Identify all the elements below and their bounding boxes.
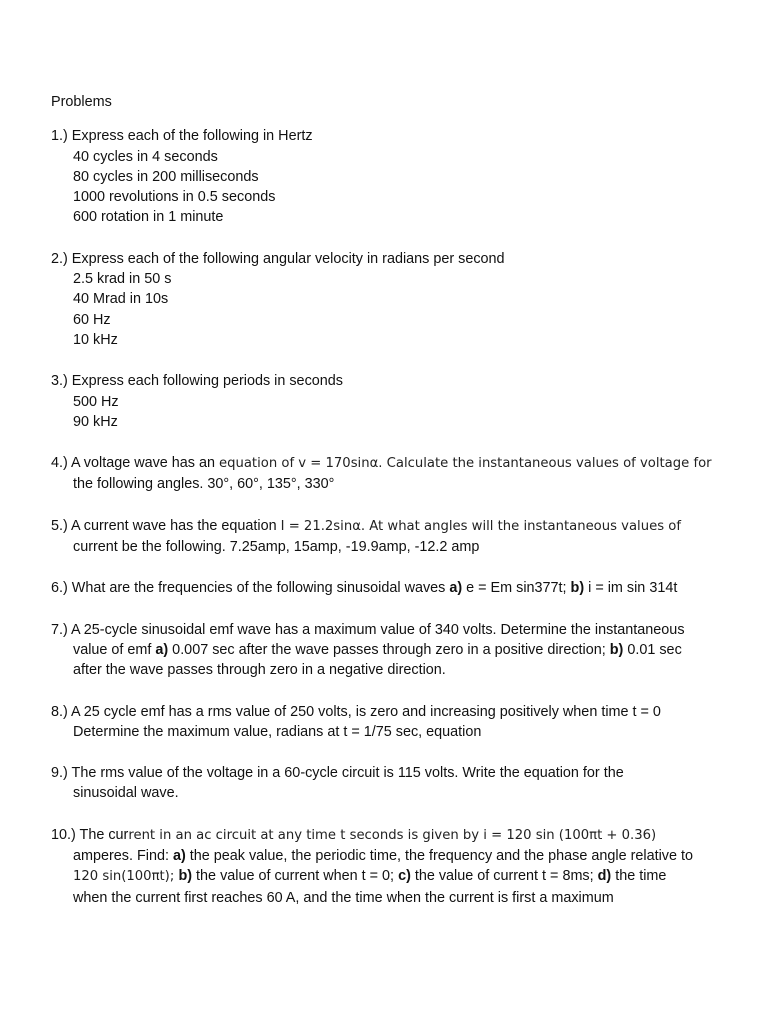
text-span: the following angles. 30°, 60°, 135°, 330° xyxy=(73,476,335,493)
problem-line xyxy=(51,888,741,908)
text-span: 7.) A 25-cycle sinusoidal emf wave has a maximum value of 340 volts. Determine the instantaneous xyxy=(51,621,685,638)
problem-8 xyxy=(51,702,741,743)
text-span: e = Em sin377t; xyxy=(462,580,571,597)
text-span: 0.01 sec xyxy=(623,641,682,658)
text-span: current be the following. 7.25amp, 15amp, -19.9amp, -12.2 amp xyxy=(73,539,480,556)
sub-item: 500 Hz xyxy=(73,393,119,410)
sub-item: 600 rotation in 1 minute xyxy=(73,209,224,226)
text-span: amperes. Find: xyxy=(73,848,173,865)
text-span: the peak value, the periodic time, the frequency and the phase angle relative to xyxy=(185,848,693,865)
part-label: b) xyxy=(609,641,624,658)
text-span: 5.) A current wave has the equation xyxy=(51,517,281,534)
text-span: the time xyxy=(611,868,667,885)
page-title: Problems xyxy=(51,94,112,110)
part-label: a) xyxy=(155,641,169,658)
text-span: 0.007 sec after the wave passes through zero in a positive direction; xyxy=(168,641,610,658)
text-span: rent in an ac circuit at any time t seconds is given by i = 120 sin (100πt + 0.36) xyxy=(128,827,657,843)
problem-line xyxy=(51,578,741,598)
problem-stem: 1.) Express each of the following in Hertz xyxy=(51,128,313,145)
part-label: a) xyxy=(449,580,463,597)
part-label: a) xyxy=(172,848,186,865)
text-span: 8.) A 25 cycle emf has a rms value of 250 volts, is zero and increasing positively when time t = 0 xyxy=(51,703,661,720)
problem-10 xyxy=(51,825,741,908)
problem-line xyxy=(51,620,741,640)
problem-line xyxy=(51,825,741,846)
problem-7 xyxy=(51,620,741,681)
text-span: 120 sin(100πt); xyxy=(73,869,179,885)
problem-5 xyxy=(51,516,741,558)
text-span: 6.) What are the frequencies of the following sinusoidal waves xyxy=(51,580,450,597)
problem-line xyxy=(51,516,741,537)
problem-line xyxy=(51,640,741,660)
text-span: Determine the maximum value, radians at t = 1/75 sec, equation xyxy=(73,723,482,740)
text-span: sinusoidal wave. xyxy=(73,785,179,802)
problem-line xyxy=(51,866,741,887)
sub-item: 90 kHz xyxy=(73,413,118,430)
problem-line xyxy=(51,660,741,680)
part-label: c) xyxy=(398,868,411,885)
problem-line xyxy=(51,474,741,494)
problem-stem: 3.) Express each following periods in seconds xyxy=(51,373,343,390)
problem-line xyxy=(51,722,741,742)
text-span: 9.) The rms value of the voltage in a 60-cycle circuit is 115 volts. Write the equation for the xyxy=(51,765,624,782)
problem-1 xyxy=(51,126,741,227)
problem-line xyxy=(51,537,741,557)
problem-3 xyxy=(51,371,741,432)
problem-stem: 2.) Express each of the following angular velocity in radians per second xyxy=(51,250,505,267)
part-label: b) xyxy=(570,580,585,597)
text-span: value of emf xyxy=(73,641,156,658)
sub-item: 10 kHz xyxy=(73,331,118,348)
sub-item: 40 Mrad in 10s xyxy=(73,291,169,308)
part-label: b) xyxy=(178,868,193,885)
sub-item: 80 cycles in 200 milliseconds xyxy=(73,168,259,185)
problem-line xyxy=(51,702,741,722)
sub-item: 1000 revolutions in 0.5 seconds xyxy=(73,189,276,206)
part-label: d) xyxy=(597,868,612,885)
problem-9 xyxy=(51,763,741,804)
problem-line xyxy=(51,846,741,866)
problem-line xyxy=(51,783,741,803)
text-span: 10.) The cur xyxy=(51,826,129,843)
problem-6 xyxy=(51,578,741,598)
problem-4 xyxy=(51,453,741,495)
text-span: equation of v = 170sinα. Calculate the instantaneous values of voltage for xyxy=(219,456,712,472)
problem-line xyxy=(51,453,741,474)
sub-item: 2.5 krad in 50 s xyxy=(73,271,172,288)
text-span: 4.) A voltage wave has an xyxy=(51,455,219,472)
problem-sheet xyxy=(51,92,741,929)
sub-item: 60 Hz xyxy=(73,311,111,328)
text-span: the value of current when t = 0; xyxy=(192,868,399,885)
problem-2 xyxy=(51,249,741,350)
text-span: when the current first reaches 60 A, and the time when the current is first a maximum xyxy=(73,889,614,906)
text-span: I = 21.2sinα. At what angles will the instantaneous values of xyxy=(280,518,681,534)
text-span: after the wave passes through zero in a negative direction. xyxy=(73,662,446,679)
text-span: i = im sin 314t xyxy=(584,580,678,597)
text-span: the value of current t = 8ms; xyxy=(410,868,598,885)
problem-line xyxy=(51,763,741,783)
sub-item: 40 cycles in 4 seconds xyxy=(73,148,218,165)
